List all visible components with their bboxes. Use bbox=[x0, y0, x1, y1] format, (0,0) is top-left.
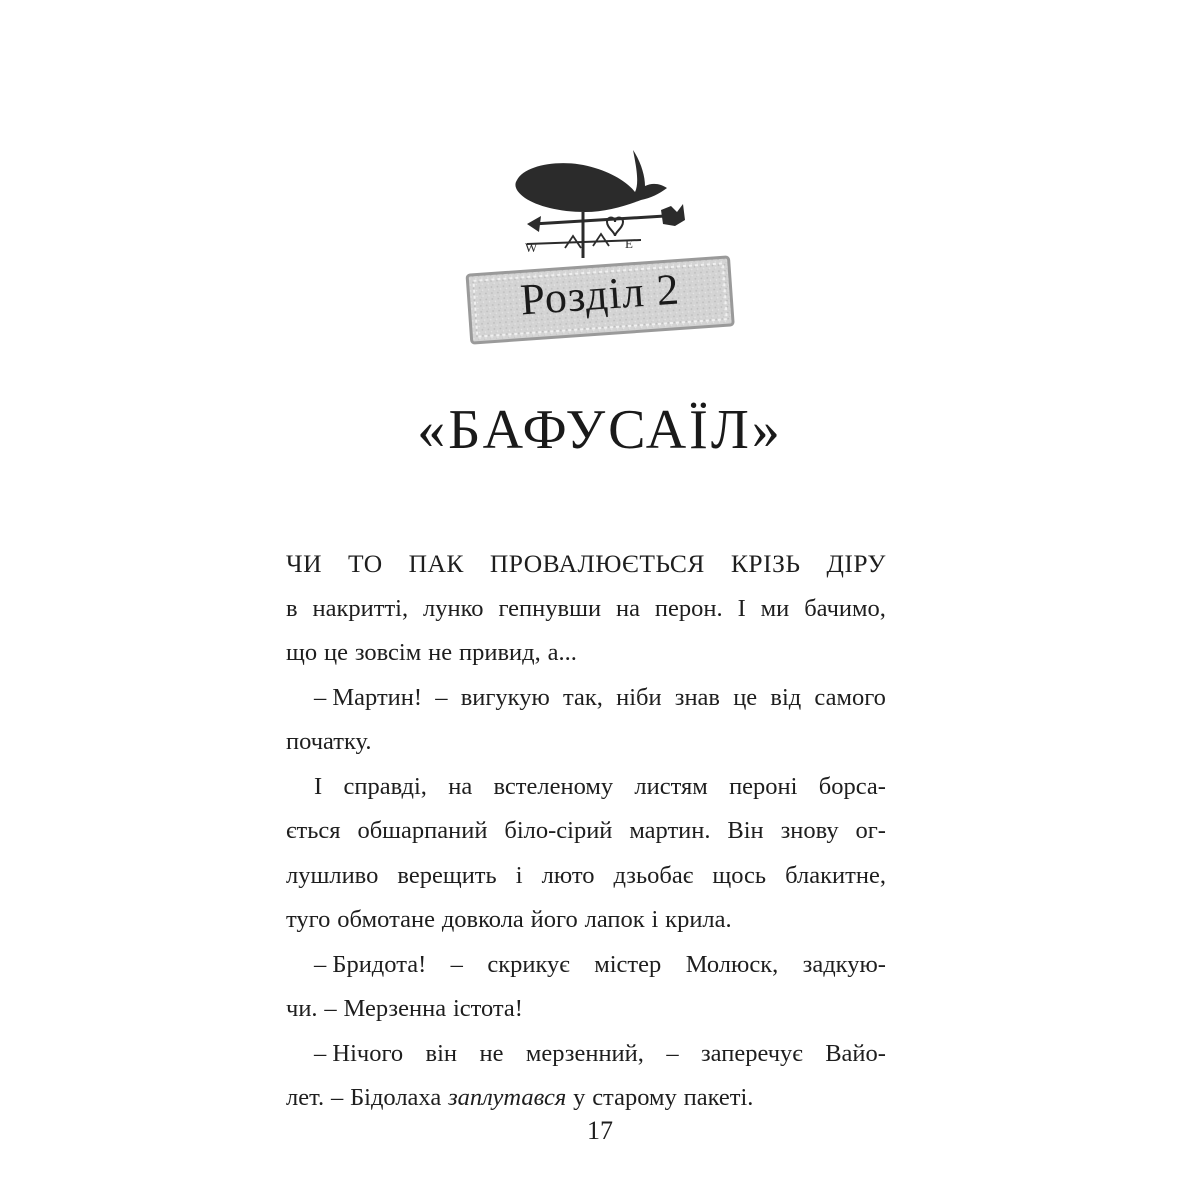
word: – bbox=[666, 1039, 679, 1067]
word: – Мартин! bbox=[314, 683, 423, 711]
word: – bbox=[450, 950, 463, 978]
word: Молюск, bbox=[685, 950, 779, 978]
word: це bbox=[323, 639, 348, 666]
text-line bbox=[286, 898, 886, 943]
word: привид, bbox=[458, 639, 541, 666]
word: – bbox=[435, 683, 448, 711]
text-line bbox=[286, 943, 886, 988]
word: довкола bbox=[441, 906, 524, 933]
whale-weathervane-icon bbox=[515, 150, 685, 258]
word: блакитне, bbox=[785, 861, 886, 889]
word: самого bbox=[814, 683, 886, 711]
word: містер bbox=[594, 950, 662, 978]
word: – Бридота! bbox=[314, 950, 427, 978]
word: листям bbox=[634, 772, 708, 800]
word: а... bbox=[547, 639, 577, 666]
word: ПРОВАЛЮЄТЬСЯ bbox=[489, 549, 705, 578]
word: не bbox=[428, 639, 453, 666]
word: гепнувши bbox=[498, 594, 602, 622]
word: ДІРУ bbox=[826, 549, 886, 578]
word: заперечує bbox=[700, 1039, 803, 1067]
body-paragraph bbox=[286, 542, 886, 1121]
word: Вайо- bbox=[825, 1039, 886, 1067]
text-line bbox=[286, 809, 886, 854]
text-line bbox=[286, 854, 886, 899]
word: перон. bbox=[654, 594, 723, 622]
word: ми bbox=[760, 594, 790, 622]
word: і bbox=[651, 906, 659, 933]
word: від bbox=[770, 683, 802, 711]
word: заплутався bbox=[448, 1084, 567, 1111]
word: біло-сірий bbox=[504, 817, 613, 844]
word: мартин. bbox=[629, 817, 711, 844]
word: І bbox=[314, 772, 323, 800]
word: крила. bbox=[665, 906, 732, 933]
text-line bbox=[286, 987, 886, 1032]
word: знав bbox=[674, 683, 720, 711]
word: не bbox=[479, 1039, 504, 1067]
word: зовсім bbox=[354, 639, 422, 666]
word: ЧИ bbox=[286, 549, 322, 578]
word: пероні bbox=[729, 772, 798, 800]
svg-text:E: E bbox=[625, 236, 633, 251]
word: І bbox=[737, 594, 746, 622]
word: люто bbox=[541, 861, 595, 889]
svg-text:W: W bbox=[525, 240, 538, 255]
text-line bbox=[286, 1032, 886, 1077]
word: в bbox=[286, 594, 298, 622]
word: у bbox=[573, 1084, 586, 1111]
word: – Нічого bbox=[314, 1039, 404, 1067]
text-line bbox=[286, 1076, 886, 1121]
word: встеленому bbox=[493, 772, 614, 800]
word: і bbox=[515, 861, 523, 889]
word: ється bbox=[286, 817, 341, 844]
word: початку. bbox=[286, 728, 372, 755]
word: Він bbox=[727, 817, 764, 844]
word: справді, bbox=[343, 772, 427, 800]
word: лушливо bbox=[286, 861, 379, 889]
word: Мерзенна bbox=[343, 995, 447, 1022]
text-line bbox=[286, 542, 886, 587]
text-line bbox=[286, 631, 886, 676]
word: обшарпаний bbox=[357, 817, 488, 844]
chapter-label: Розділ 2 bbox=[518, 263, 682, 325]
word: обмотане bbox=[337, 906, 435, 933]
word: вигукую bbox=[460, 683, 550, 711]
word: ПАК bbox=[408, 549, 464, 578]
word: так, bbox=[562, 683, 603, 711]
word: пакеті. bbox=[683, 1084, 754, 1111]
word: це bbox=[733, 683, 758, 711]
word: старому bbox=[592, 1084, 677, 1111]
word: на bbox=[616, 594, 640, 622]
text-line bbox=[286, 676, 886, 721]
word: – bbox=[324, 995, 337, 1022]
word: ніби bbox=[616, 683, 662, 711]
word: мерзенний, bbox=[525, 1039, 644, 1067]
word: лет. bbox=[286, 1084, 325, 1111]
word: скрикує bbox=[487, 950, 570, 978]
word: ТО bbox=[347, 549, 383, 578]
word: що bbox=[286, 639, 318, 666]
page-number: 17 bbox=[587, 1116, 613, 1145]
word: знову bbox=[780, 817, 839, 844]
word: ог- bbox=[855, 817, 886, 844]
word: чи. bbox=[286, 995, 318, 1022]
word: Бідолаха bbox=[350, 1084, 442, 1111]
word: задкую- bbox=[802, 950, 886, 978]
word: бачимо, bbox=[804, 594, 886, 622]
text-line bbox=[286, 720, 886, 765]
word: щось bbox=[712, 861, 767, 889]
word: на bbox=[448, 772, 473, 800]
word: – bbox=[330, 1084, 344, 1111]
word: накритті, bbox=[312, 594, 409, 622]
word: він bbox=[425, 1039, 458, 1067]
word: дзьобає bbox=[613, 861, 694, 889]
text-line bbox=[286, 765, 886, 810]
word: істота! bbox=[452, 995, 523, 1022]
text-line bbox=[286, 587, 886, 632]
chapter-title: «БАФУСАЇЛ» bbox=[417, 399, 783, 461]
word: КРІЗЬ bbox=[730, 549, 801, 578]
word: лунко bbox=[423, 594, 484, 622]
word: борса- bbox=[818, 772, 886, 800]
word: лапок bbox=[584, 906, 645, 933]
word: його bbox=[530, 906, 578, 933]
whale-silhouette bbox=[515, 150, 667, 212]
word: туго bbox=[286, 906, 331, 933]
word: верещить bbox=[397, 861, 497, 889]
